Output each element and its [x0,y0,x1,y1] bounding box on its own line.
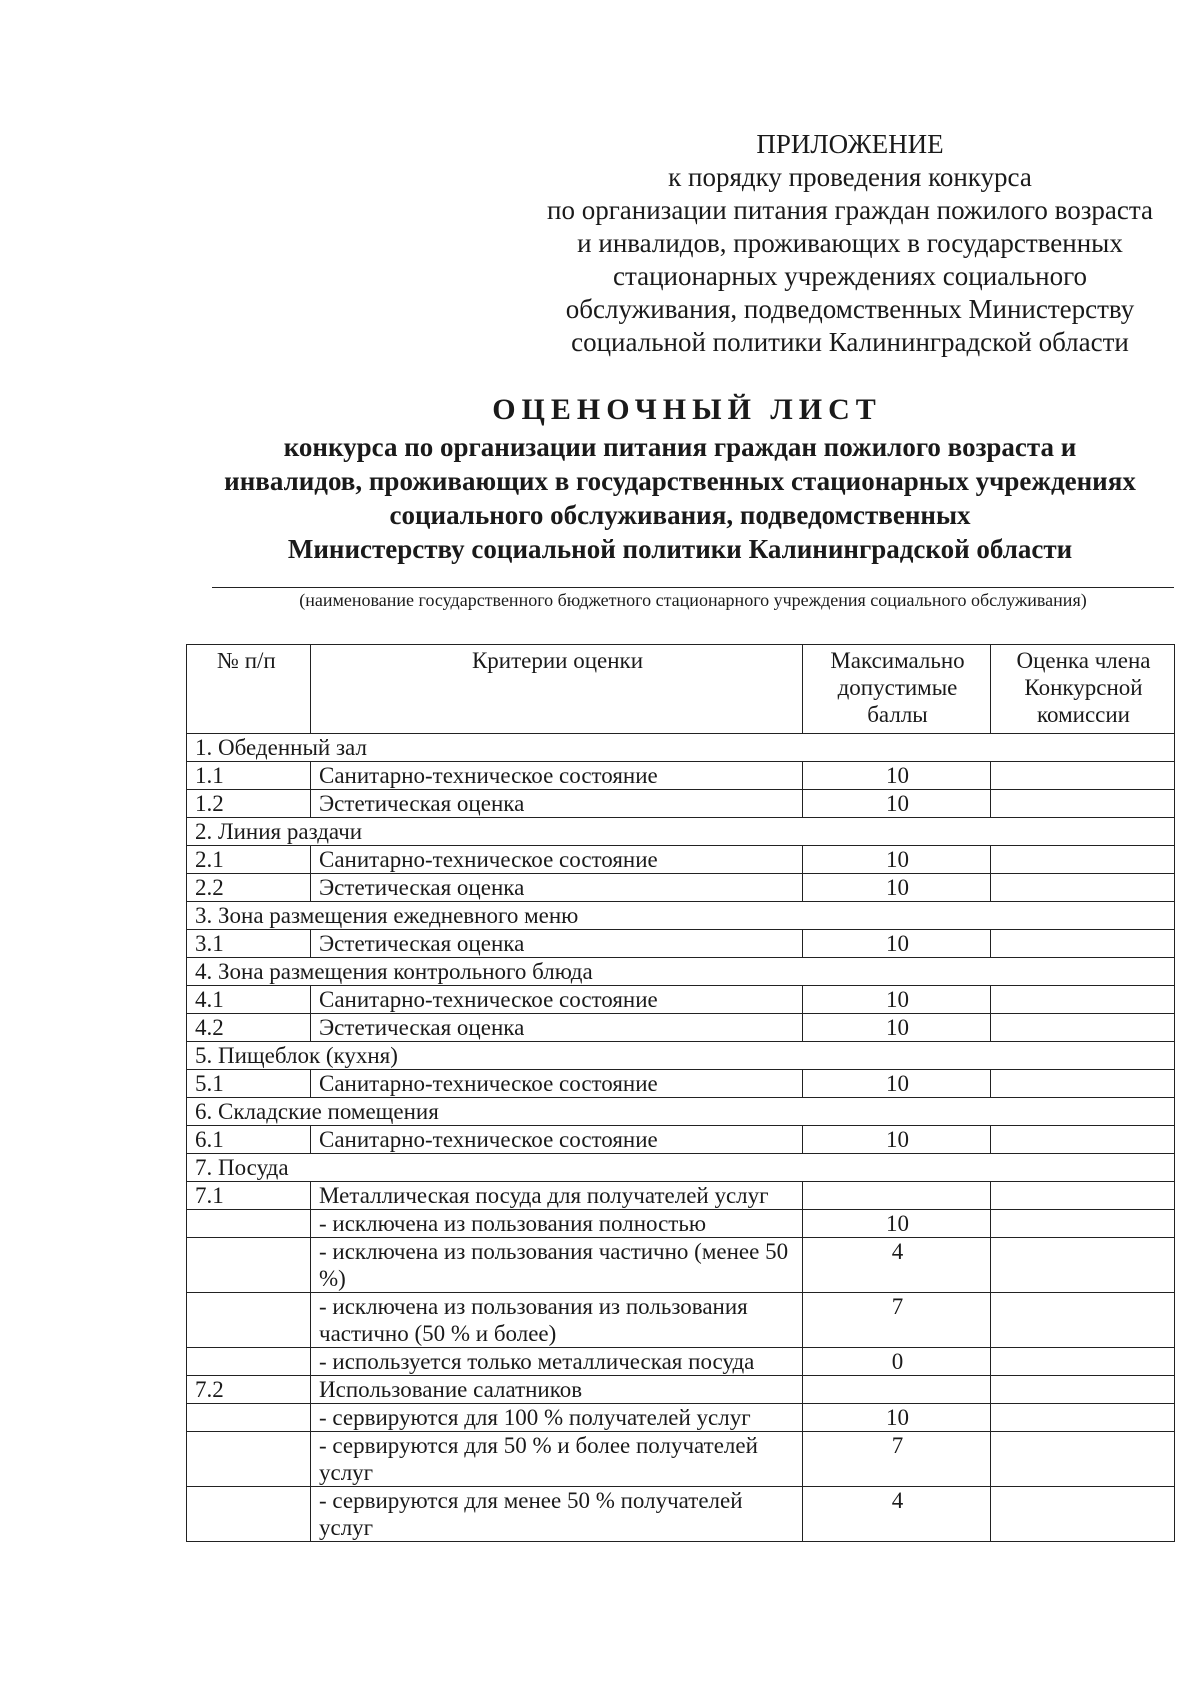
table-row [187,1432,1175,1487]
appendix-line: и инвалидов, проживающих в государственных [577,228,1123,258]
row-max-score: 10 [803,1210,991,1238]
table-row [187,1293,1175,1348]
table-section-row [187,818,1175,846]
section-title: 7. Посуда [187,1154,1175,1182]
table-row [187,874,1175,902]
header-member-score: Оценка члена Конкурсной комиссии [991,645,1175,734]
row-member-score-cell[interactable] [991,930,1175,958]
table-section-row [187,1098,1175,1126]
table-section-row [187,958,1175,986]
row-member-score-cell[interactable] [991,1293,1175,1348]
table-row [187,986,1175,1014]
row-number: 5.1 [187,1070,311,1098]
table-row [187,846,1175,874]
appendix-line: стационарных учреждениях социального [612,261,1088,291]
table-row [187,790,1175,818]
table-section-row [187,734,1175,762]
row-number: 6.1 [187,1126,311,1154]
row-max-score: 4 [803,1487,991,1542]
row-criterion: - сервируются для 100 % получателей услуг [311,1404,803,1432]
table-row [187,1210,1175,1238]
row-max-score: 10 [803,846,991,874]
row-criterion: Эстетическая оценка [311,1014,803,1042]
row-max-score: 10 [803,1014,991,1042]
header-criteria: Критерии оценки [311,645,803,734]
appendix-line: социальной политики Калининградской области [571,327,1129,357]
header-number: № п/п [187,645,311,734]
row-member-score-cell[interactable] [991,1487,1175,1542]
table-row [187,1070,1175,1098]
row-criterion: - сервируются для 50 % и более получателей услуг [311,1432,803,1487]
row-number: 2.1 [187,846,311,874]
subtitle-line: социального обслуживания, подведомственных [389,500,971,530]
row-max-score: 10 [803,874,991,902]
section-title: 1. Обеденный зал [187,734,1175,762]
row-max-score: 10 [803,1126,991,1154]
section-title: 2. Линия раздачи [187,818,1175,846]
table-row [187,1487,1175,1542]
row-member-score-cell[interactable] [991,846,1175,874]
subtitle-line: инвалидов, проживающих в государственных стационарных учреждениях [224,466,1136,496]
row-max-score [803,1182,991,1210]
row-criterion: Санитарно-техническое состояние [311,1126,803,1154]
row-number: 7.1 [187,1182,311,1210]
table-body [187,734,1175,1542]
row-member-score-cell[interactable] [991,1348,1175,1376]
row-criterion: Санитарно-техническое состояние [311,1070,803,1098]
row-criterion: - сервируются для менее 50 % получателей услуг [311,1487,803,1542]
section-title: 6. Складские помещения [187,1098,1175,1126]
table-row [187,1404,1175,1432]
row-member-score-cell[interactable] [991,1126,1175,1154]
row-number: 4.2 [187,1014,311,1042]
row-number: 1.1 [187,762,311,790]
row-max-score: 4 [803,1238,991,1293]
row-member-score-cell[interactable] [991,1182,1175,1210]
row-number: 3.1 [187,930,311,958]
evaluation-table [186,644,1175,1542]
row-criterion: Эстетическая оценка [311,790,803,818]
document-title: ОЦЕНОЧНЫЙ ЛИСТ [492,393,882,426]
row-criterion: Использование салатников [311,1376,803,1404]
row-member-score-cell[interactable] [991,874,1175,902]
row-max-score: 10 [803,790,991,818]
row-member-score-cell[interactable] [991,1210,1175,1238]
subtitle-line: конкурса по организации питания граждан пожилого возраста и [283,432,1077,462]
row-number: 1.2 [187,790,311,818]
row-max-score: 10 [803,930,991,958]
row-max-score: 7 [803,1293,991,1348]
row-max-score [803,1376,991,1404]
document-subtitle [170,430,1190,566]
section-title: 4. Зона размещения контрольного блюда [187,958,1175,986]
table-section-row [187,1042,1175,1070]
table-section-row [187,1154,1175,1182]
table-row [187,930,1175,958]
row-criterion: Эстетическая оценка [311,874,803,902]
row-criterion: - исключена из пользования из пользования частично (50 % и более) [311,1293,803,1348]
section-title: 3. Зона размещения ежедневного меню [187,902,1175,930]
row-member-score-cell[interactable] [991,790,1175,818]
row-member-score-cell[interactable] [991,1014,1175,1042]
row-number [187,1210,311,1238]
row-max-score: 10 [803,986,991,1014]
table-row [187,1376,1175,1404]
appendix-line: к порядку проведения конкурса [668,162,1032,192]
row-member-score-cell[interactable] [991,1238,1175,1293]
row-member-score-cell[interactable] [991,1070,1175,1098]
row-criterion: - исключена из пользования полностью [311,1210,803,1238]
row-max-score: 10 [803,1404,991,1432]
row-member-score-cell[interactable] [991,1404,1175,1432]
row-criterion: - используется только металлическая посуда [311,1348,803,1376]
table-section-row [187,902,1175,930]
appendix-line: обслуживания, подведомственных Министерству [565,294,1135,324]
row-number [187,1404,311,1432]
institution-name-line [212,587,1174,588]
row-number [187,1487,311,1542]
row-criterion: Санитарно-техническое состояние [311,762,803,790]
row-max-score: 10 [803,762,991,790]
row-criterion: Санитарно-техническое состояние [311,846,803,874]
institution-name-caption: (наименование государственного бюджетного стационарного учреждения социального обслуживания) [299,590,1087,610]
table-row [187,1182,1175,1210]
row-member-score-cell[interactable] [991,762,1175,790]
row-criterion: - исключена из пользования частично (менее 50 %) [311,1238,803,1293]
subtitle-line: Министерству социальной политики Калининградской области [287,534,1073,564]
row-number [187,1348,311,1376]
row-number: 7.2 [187,1376,311,1404]
table-row [187,1348,1175,1376]
row-criterion: Санитарно-техническое состояние [311,986,803,1014]
row-member-score-cell[interactable] [991,1376,1175,1404]
row-member-score-cell[interactable] [991,1432,1175,1487]
section-title: 5. Пищеблок (кухня) [187,1042,1175,1070]
table-row [187,1126,1175,1154]
table-header-row [187,645,1175,734]
appendix-line: по организации питания граждан пожилого возраста [547,195,1153,225]
row-max-score: 0 [803,1348,991,1376]
appendix-heading: ПРИЛОЖЕНИЕ [756,129,944,159]
appendix-block [520,128,1180,359]
row-number [187,1238,311,1293]
row-number: 2.2 [187,874,311,902]
table-row [187,1014,1175,1042]
row-number [187,1432,311,1487]
row-max-score: 10 [803,1070,991,1098]
row-criterion: Металлическая посуда для получателей услуг [311,1182,803,1210]
title-block [170,390,1190,566]
row-number [187,1293,311,1348]
row-number: 4.1 [187,986,311,1014]
table-row [187,1238,1175,1293]
row-member-score-cell[interactable] [991,986,1175,1014]
header-max-score: Максимально допустимые баллы [803,645,991,734]
row-criterion: Эстетическая оценка [311,930,803,958]
row-max-score: 7 [803,1432,991,1487]
table-row [187,762,1175,790]
